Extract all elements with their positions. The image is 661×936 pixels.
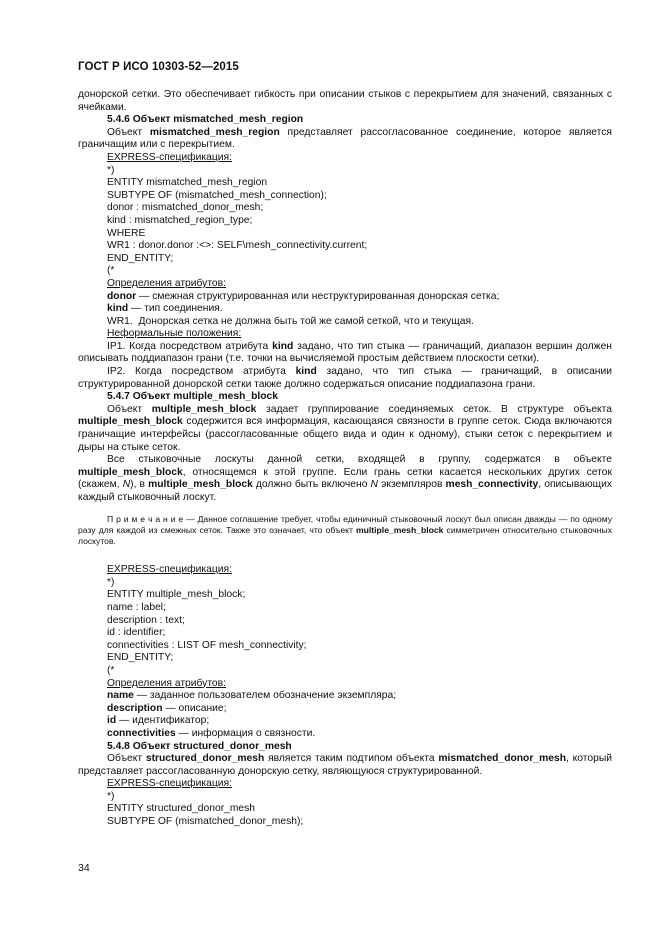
attr-label-546: Определения атрибутов: bbox=[107, 277, 226, 289]
code-line: description : text; bbox=[107, 614, 185, 626]
note-paragraph: П р и м е ч а н и е — Данное соглашение требует, чтобы единичный стыковочный лоскут был описан дважды — по одному разу для каждой из смежных сеток. Также это означает, что объект multiple_mesh_block симметричен относительно стыковочных лоскутов. bbox=[78, 513, 613, 546]
attribute-definition: id — идентификатор; bbox=[107, 715, 210, 727]
attribute-definition: name — заданное пользователем обозначение экземпляра; bbox=[107, 690, 397, 702]
code-line: (* bbox=[107, 265, 115, 277]
code-line: *) bbox=[107, 790, 115, 802]
code-line: SUBTYPE OF (mismatched_donor_mesh); bbox=[107, 816, 304, 828]
code-line: ENTITY multiple_mesh_block; bbox=[107, 589, 246, 601]
express-label-548: EXPRESS-спецификация: bbox=[107, 778, 232, 790]
section-heading-547: 5.4.7 Объект multiple_mesh_block bbox=[107, 391, 279, 403]
express-label-546: EXPRESS-спецификация: bbox=[107, 151, 232, 163]
code-line: *) bbox=[107, 164, 115, 176]
section-546-description: Объект mismatched_mesh_region представляет рассогласованное соединение, которое является граничащим или с перекрытием. bbox=[78, 126, 612, 151]
code-line: connectivities : LIST OF mesh_connectivity; bbox=[107, 639, 307, 651]
code-line: WHERE bbox=[107, 227, 146, 239]
express-label-547: EXPRESS-спецификация: bbox=[107, 564, 232, 576]
code-line: ENTITY mismatched_mesh_region bbox=[107, 177, 268, 189]
section-547-paragraph-1: Объект multiple_mesh_block задает группирование соединяемых сеток. В структуре объекта multiple_mesh_block содержится вся информация, касающаяся связности в группе сеток. Сюда включаются граничащие интерфейсы (рассогласованные общего вида и один к одному), стыки сеток с перекрытием и дыры на стыке сеток. bbox=[78, 403, 612, 453]
document-header: ГОСТ Р ИСО 10303-52—2015 bbox=[78, 61, 239, 73]
code-line: ENTITY structured_donor_mesh bbox=[107, 803, 256, 815]
section-heading-548: 5.4.8 Объект structured_donor_mesh bbox=[107, 740, 292, 752]
code-line: SUBTYPE OF (mismatched_mesh_connection); bbox=[107, 189, 327, 201]
section-548-description: Объект structured_donor_mesh является таким подтипом объекта mismatched_donor_mesh, который представляет рассогласованную донорскую сетку, являющуюся структурированной. bbox=[78, 753, 612, 777]
page-number: 34 bbox=[78, 862, 90, 874]
code-line: WR1 : donor.donor :<>: SELF\mesh_connectivity.current; bbox=[107, 240, 368, 252]
informal-proposition-ip1: IP1. Когда посредством атрибута kind задано, что тип стыка — граничащий, диапазон вершин должен описывать поддиапазон грани (т.е. точки на вычисляемой простым действием плоскости сетки). bbox=[78, 340, 612, 365]
code-line: END_ENTITY; bbox=[107, 252, 174, 264]
attribute-definition: connectivities — информация о связности. bbox=[107, 727, 316, 739]
code-line: (* bbox=[107, 664, 115, 676]
code-line: id : identifier; bbox=[107, 627, 166, 639]
attribute-definition: description — описание; bbox=[107, 702, 227, 714]
code-line: END_ENTITY; bbox=[107, 652, 174, 664]
code-line: donor : mismatched_donor_mesh; bbox=[107, 202, 264, 214]
attribute-definition: kind — тип соединения. bbox=[107, 303, 223, 315]
informal-label: Неформальные положения: bbox=[107, 328, 242, 340]
attr-label-547: Определения атрибутов: bbox=[107, 677, 226, 689]
section-547-paragraph-2: Все стыковочные лоскуты данной сетки, входящей в группу, содержатся в объекте multiple_mesh_block, относящемся к этой группе. Если грань сетки касается нескольких других сеток (скажем, N), в multiple_mesh_block должно быть включено N экземпляров mesh_connectivity, описывающих каждый стыковочный лоскут. bbox=[78, 454, 613, 503]
code-line: kind : mismatched_region_type; bbox=[107, 214, 253, 226]
where-rule-wr1: WR1. Донорская сетка не должна быть той же самой сеткой, что и текущая. bbox=[107, 315, 474, 327]
document-body bbox=[78, 89, 612, 829]
informal-proposition-ip2: IP2. Когда посредством атрибута kind задано, что тип стыка — граничащий, в описании структурированной донорской сетки также должно содержаться описание поддиапазона грани. bbox=[78, 366, 612, 390]
attribute-definition: donor — смежная структурированная или неструктурированная донорская сетка; bbox=[107, 290, 500, 302]
code-line: *) bbox=[107, 576, 115, 588]
intro-paragraph: донорской сетки. Это обеспечивает гибкость при описании стыков с перекрытием для значений, связанных с ячейками. bbox=[78, 89, 612, 113]
code-line: name : label; bbox=[107, 601, 166, 613]
section-heading-546: 5.4.6 Объект mismatched_mesh_region bbox=[107, 114, 304, 126]
